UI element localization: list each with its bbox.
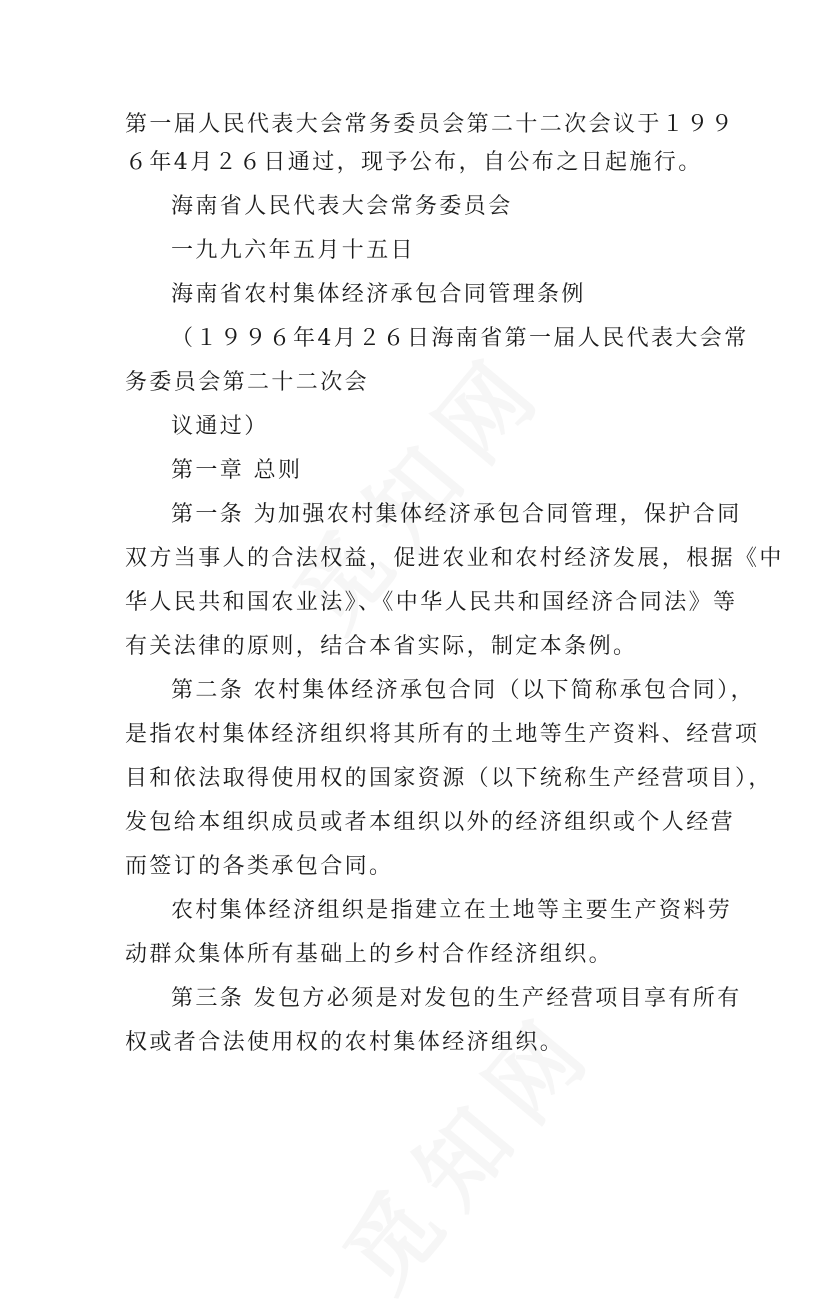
- text-line: 动群众集体所有基础上的乡村合作经济组织。: [125, 942, 614, 967]
- text-line: 双方当事人的合法权益，促进农业和农村经济发展，根据《中: [125, 546, 784, 571]
- text-line: 华人民共和国农业法》、《中华人民共和国经济合同法》等: [125, 590, 738, 615]
- text-line: 第二条 农村集体经济承包合同（以下简称承包合同），: [171, 678, 755, 703]
- document-body: [125, 106, 784, 1068]
- text-line: 一九九六年五月十五日: [171, 238, 416, 263]
- text-line: 农村集体经济组织是指建立在土地等主要生产资料劳: [171, 898, 733, 923]
- text-line: 议通过）: [171, 414, 269, 439]
- text-line: 有关法律的原则，结合本省实际，制定本条例。: [125, 634, 638, 659]
- text-line: ６年4月２６日通过，现予公布，自公布之日起施行。: [125, 150, 703, 175]
- text-line: 海南省农村集体经济承包合同管理条例: [171, 282, 586, 307]
- text-line: 权或者合法使用权的农村集体经济组织。: [125, 1030, 565, 1055]
- text-line: 务委员会第二十二次会: [125, 370, 370, 395]
- text-line: （１９９６年4月２６日海南省第一届人民代表大会常: [171, 326, 749, 351]
- text-line: 第一章 总则: [171, 458, 303, 483]
- text-line: 第三条 发包方必须是对发包的生产经营项目享有所有: [171, 986, 742, 1011]
- text-line: 第一条 为加强农村集体经济承包合同管理，保护合同: [171, 502, 742, 527]
- text-line: 目和依法取得使用权的国家资源（以下统称生产经营项目），: [125, 766, 773, 791]
- text-line: 第一届人民代表大会常务委员会第二十二次会议于１９９: [125, 112, 736, 137]
- text-line: 海南省人民代表大会常务委员会: [171, 194, 513, 219]
- text-line: 发包给本组织成员或者本组织以外的经济组织或个人经营: [125, 810, 736, 835]
- text-line: 是指农村集体经济组织将其所有的土地等生产资料、经营项: [125, 722, 760, 747]
- text-line: 而签订的各类承包合同。: [125, 854, 394, 879]
